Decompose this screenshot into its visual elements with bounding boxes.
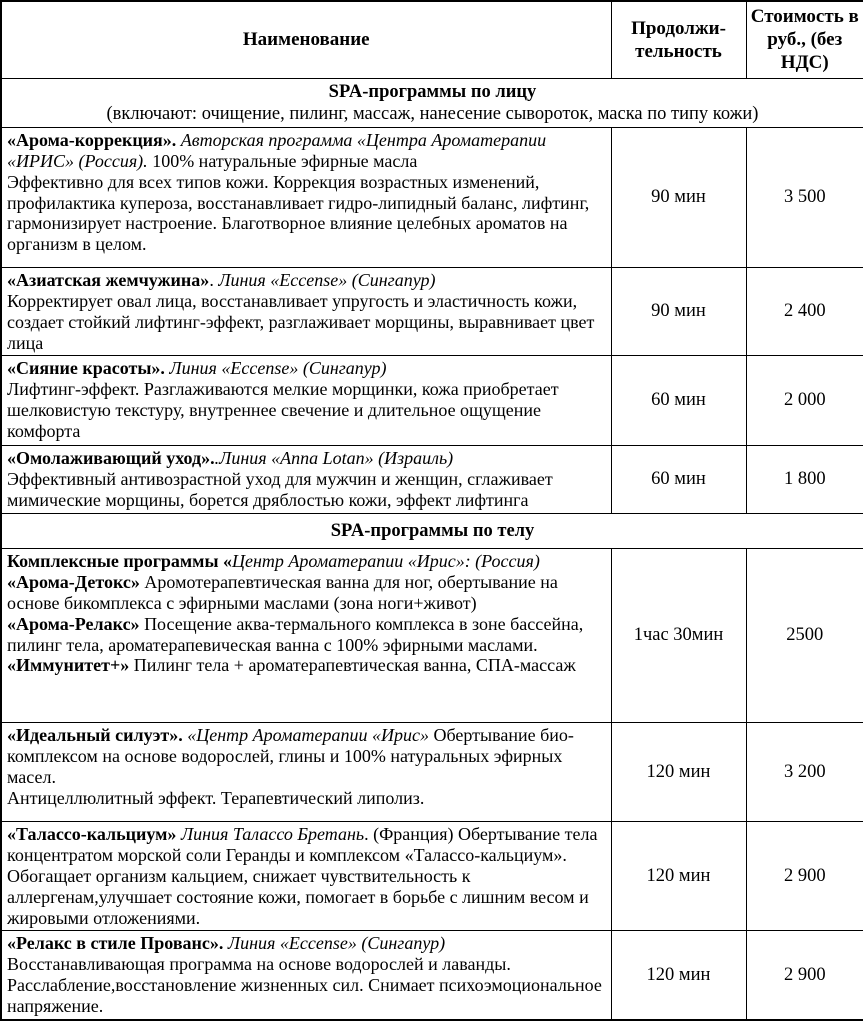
duration-cell: 60 мин	[611, 356, 746, 446]
program-text-segment: Центр Ароматерапии «Ирис»: (Россия)	[232, 551, 540, 572]
program-text-segment: Обертывание био-комплексом на основе водорослей, глины и 100% натуральных эфирных масел.	[7, 725, 574, 787]
duration-cell: 120 мин	[611, 723, 746, 822]
program-text-segment: «Талассо-кальциум»	[7, 824, 181, 845]
program-text-segment: Линия «Eccense» (Сингапур)	[218, 269, 436, 290]
program-text-segment: «Центр Ароматерапии «Ирис»	[187, 725, 434, 746]
header-row	[1, 1, 863, 78]
col-header-name: Наименование	[1, 1, 611, 78]
col-header-duration-line1: Продолжи-	[631, 17, 726, 39]
cost-cell: 3 200	[746, 723, 863, 822]
program-text-segment: Антицеллюлитный эффект. Терапевтический липолиз.	[7, 787, 425, 808]
section-cell	[1, 514, 863, 549]
program-text-segment: 100% натуральные эфирные масла	[152, 150, 418, 171]
cost-cell: 2 900	[746, 931, 863, 1020]
program-name-cell	[1, 931, 611, 1020]
program-name-cell	[1, 127, 611, 267]
program-text-segment: Линия «Eccense» (Сингапур)	[227, 933, 446, 954]
duration-cell: 60 мин	[611, 446, 746, 514]
section-row	[1, 514, 863, 549]
cost-cell: 1 800	[746, 446, 863, 514]
program-text-segment: «Азиатская жемчужина»	[7, 269, 210, 290]
table-row	[1, 723, 863, 822]
cost-cell: 2500	[746, 549, 863, 723]
program-text-segment: Посещение аква-термального комплекса в зоне бассейна, пилинг тела, ароматерапевическая ванна с 100% эфирными маслами.	[7, 613, 584, 655]
program-name-cell	[1, 549, 611, 723]
section-row	[1, 78, 863, 127]
section-cell	[1, 78, 863, 127]
table-row	[1, 127, 863, 267]
program-text-segment: «Арома-Релакс»	[7, 613, 145, 634]
program-name-cell	[1, 267, 611, 356]
program-name-cell	[1, 822, 611, 931]
table-row	[1, 931, 863, 1020]
duration-cell: 120 мин	[611, 931, 746, 1020]
program-text-segment: «Омолаживающий уход».	[7, 448, 215, 469]
program-text-segment: .Линия «Anna Lotan» (Израиль)	[214, 448, 454, 469]
program-text-segment: «Иммунитет+»	[7, 655, 134, 676]
program-text-segment: Лифтинг-эффект. Разглаживаются мелкие морщинки, кожа приобретает шелковистую текстуру, внутреннее свечение и длительное ощущение комфорта	[7, 379, 559, 442]
program-text-segment: «Релакс в стиле Прованс».	[7, 933, 228, 954]
program-text-segment: Эффективный антивозрастной уход для мужчин и женщин, сглаживает мимические морщины, борется дряблостью кожи, эффект лифтинга	[7, 469, 553, 511]
program-text-segment: Линия «Eccense» (Сингапур)	[169, 358, 387, 379]
table-row	[1, 356, 863, 446]
program-text-segment: Авторская программа «Центра Ароматерапии «ИРИС» (Россия).	[7, 129, 547, 171]
col-header-cost: Стоимость в руб., (без НДС)	[746, 1, 863, 78]
program-text-segment: Пилинг тела + ароматерапевтическая ванна, СПА-массаж	[133, 655, 576, 676]
program-text-segment: Аромотерапевтическая ванна для ног, обертывание на основе бикомплекса с эфирными маслами (зона ноги+живот)	[7, 571, 558, 613]
program-text-segment: . (Франция) Обертывание тела концентратом морской соли Геранды и комплексом «Талассо-кальциум». Обогащает организм кальцием, снижает чувствительность к аллергенам,улучшает состояние кожи, помогает в борьбе с лишним весом и жировыми отложениями.	[7, 824, 598, 928]
section-title: SPA-программы по телу	[330, 520, 535, 541]
program-text-segment: «Идеальный силуэт».	[7, 725, 188, 746]
duration-cell: 90 мин	[611, 267, 746, 356]
col-header-duration	[611, 1, 746, 78]
cost-cell: 2 000	[746, 356, 863, 446]
duration-cell: 1час 30мин	[611, 549, 746, 723]
program-name-cell	[1, 356, 611, 446]
col-header-duration-line2: тельность	[635, 40, 722, 62]
table-row	[1, 267, 863, 356]
program-text-segment: Комплексные программы «	[7, 551, 232, 572]
program-text-segment: «Арома-коррекция».	[7, 129, 181, 150]
table-row	[1, 822, 863, 931]
cost-cell: 3 500	[746, 127, 863, 267]
duration-cell: 120 мин	[611, 822, 746, 931]
duration-cell: 90 мин	[611, 127, 746, 267]
table-row	[1, 549, 863, 723]
program-text-segment: Линия Талассо Бретань	[180, 824, 365, 845]
program-name-cell	[1, 446, 611, 514]
program-text-segment: Корректирует овал лица, восстанавливает упругость и эластичность кожи, создает стойкий лифтинг-эффект, разглаживает морщины, выравнивает цвет лица	[7, 290, 595, 353]
program-name-cell	[1, 723, 611, 822]
program-text-segment: «Арома-Детокс»	[7, 571, 145, 592]
program-text-segment: .	[209, 269, 219, 290]
section-title: SPA-программы по лицу	[328, 81, 537, 102]
program-text-segment: Восстанавливающая программа на основе водорослей и лаванды. Расслабление,восстановление жизненных сил. Снимает психоэмоциональное напряжение.	[7, 954, 602, 1017]
cost-cell: 2 900	[746, 822, 863, 931]
section-subtitle: (включают: очищение, пилинг, массаж, нанесение сывороток, маска по типу кожи)	[106, 103, 759, 124]
program-text-segment: «Сияние красоты».	[7, 358, 170, 379]
table-row	[1, 446, 863, 514]
program-text-segment: Эффективно для всех типов кожи. Коррекция возрастных изменений, профилактика купероза, восстанавливает гидро-липидный баланс, лифтинг, гармонизирует настроение. Благотворное влияние целебных ароматов на организм в целом.	[7, 171, 590, 255]
cost-cell: 2 400	[746, 267, 863, 356]
